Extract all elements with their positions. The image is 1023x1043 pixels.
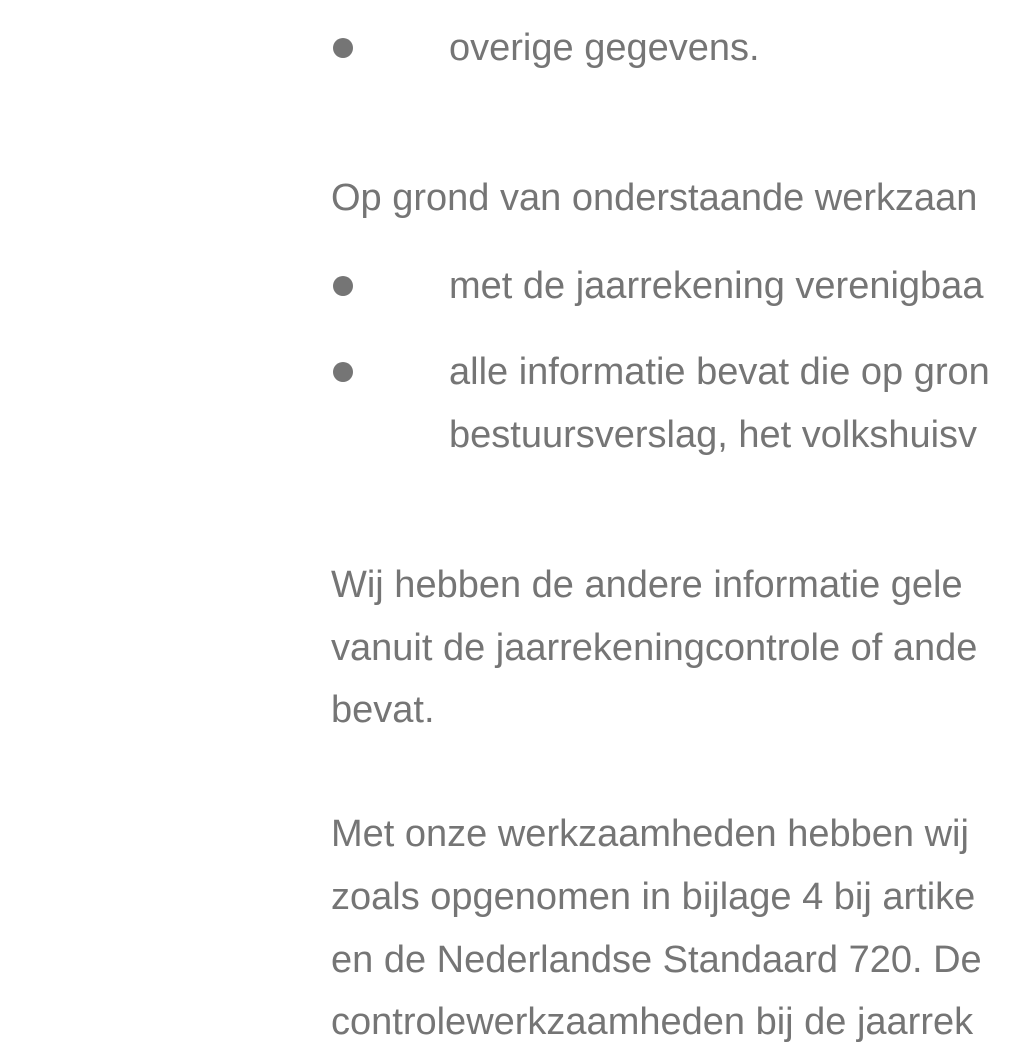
list-item: overige gegevens. [449,27,760,69]
bullet-point [333,362,353,382]
list-item: met de jaarrekening verenigbaa [449,265,984,307]
paragraph-text: bevat. [331,689,435,731]
list-item-continuation: bestuursverslag, het volkshuisv [449,414,978,456]
paragraph-text: controlewerkzaamheden bij de jaarrek [331,1001,974,1043]
bullet-point [333,38,353,58]
paragraph-text: en de Nederlandse Standaard 720. De [331,939,982,981]
paragraph-text: Op grond van onderstaande werkzaan [331,177,978,219]
bullet-point [333,276,353,296]
paragraph-text: Met onze werkzaamheden hebben wij [331,813,969,855]
paragraph-text: vanuit de jaarrekeningcontrole of ande [331,627,978,669]
list-item: alle informatie bevat die op gron [449,351,990,393]
paragraph-text: zoals opgenomen in bijlage 4 bij artike [331,876,976,918]
paragraph-text: Wij hebben de andere informatie gele [331,564,963,606]
